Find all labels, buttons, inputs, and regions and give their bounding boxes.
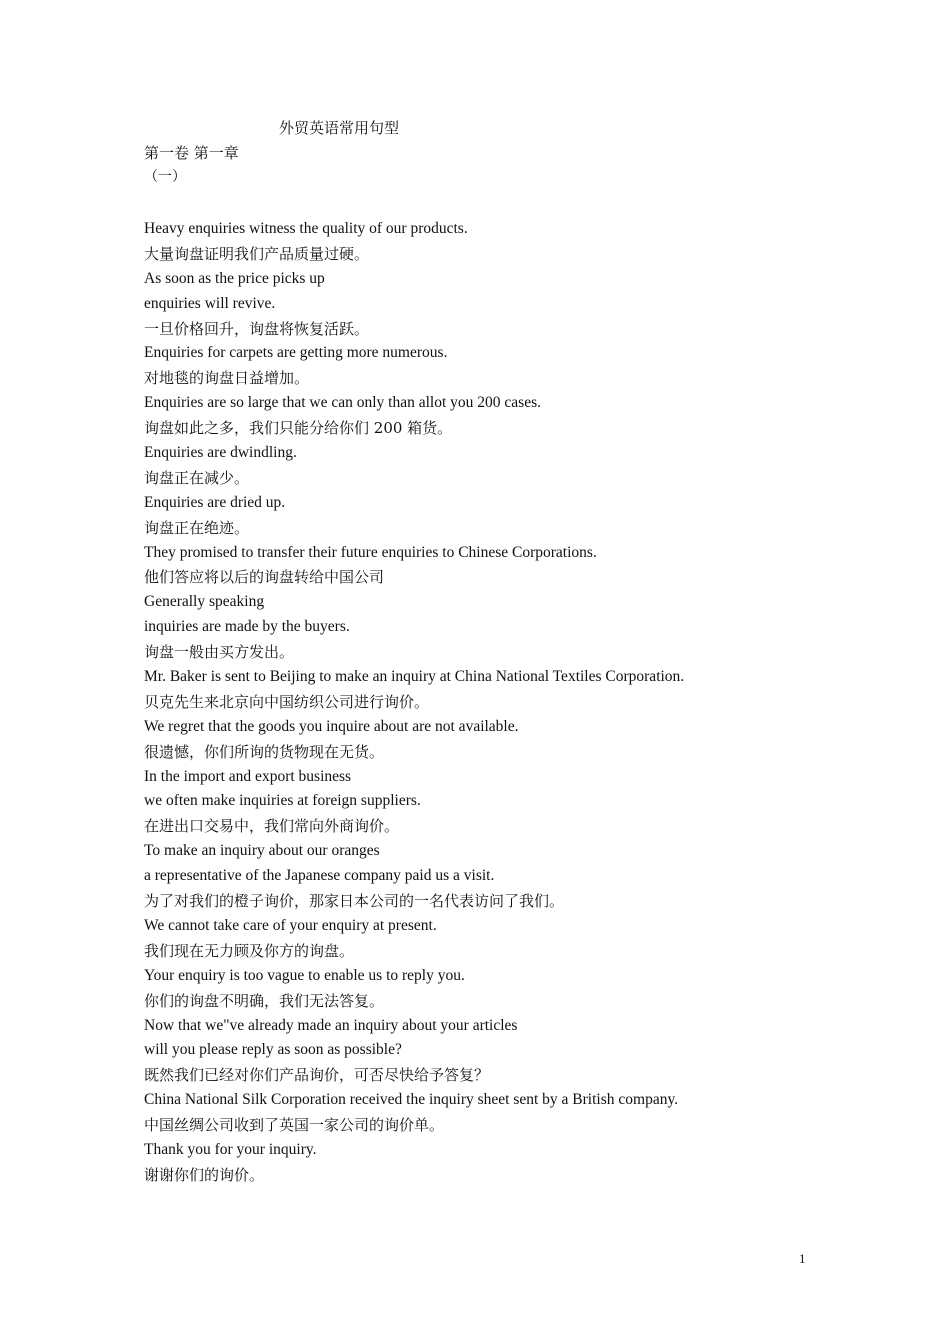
chinese-translation-line: 大量询盘证明我们产品质量过硬。 xyxy=(144,244,370,263)
english-sentence-line: will you please reply as soon as possible? xyxy=(144,1041,402,1059)
page-number: 1 xyxy=(799,1251,806,1266)
english-sentence-line: we often make inquiries at foreign suppliers. xyxy=(144,792,421,810)
english-sentence-line: inquiries are made by the buyers. xyxy=(144,618,350,636)
chinese-translation-line: 既然我们已经对你们产品询价，可否尽快给予答复？ xyxy=(144,1066,490,1085)
english-sentence-line: We cannot take care of your enquiry at present. xyxy=(144,916,437,934)
chinese-translation-line: 为了对我们的橙子询价，那家日本公司的一名代表访问了我们。 xyxy=(144,892,565,911)
english-sentence-line: Your enquiry is too vague to enable us to reply you. xyxy=(144,966,465,984)
chinese-translation-line: 询盘正在减少。 xyxy=(144,468,250,487)
chapter-heading: 第一卷 第一章 xyxy=(144,144,239,162)
chinese-translation-line: 在进出口交易中，我们常向外商询价。 xyxy=(144,817,400,836)
chinese-translation-line: 我们现在无力顾及你方的询盘。 xyxy=(144,941,355,960)
sentence-list xyxy=(144,217,864,1188)
section-heading: （一） xyxy=(144,169,186,185)
chinese-translation-line: 中国丝绸公司收到了英国一家公司的询价单。 xyxy=(144,1116,445,1135)
english-sentence-line: Mr. Baker is sent to Beijing to make an inquiry at China National Textiles Corporation. xyxy=(144,668,685,686)
english-sentence-line: In the import and export business xyxy=(144,767,352,785)
chinese-translation-line: 谢谢你们的询价。 xyxy=(144,1165,265,1184)
chinese-translation-line: 贝克先生来北京向中国纺织公司进行询价。 xyxy=(144,692,430,711)
chinese-translation-line: 他们答应将以后的询盘转给中国公司 xyxy=(144,568,385,587)
chinese-translation-line: 询盘一般由买方发出。 xyxy=(144,643,295,662)
english-sentence-line: Enquiries are so large that we can only than allot you 200 cases. xyxy=(144,394,541,412)
chinese-translation-line: 询盘正在绝迹。 xyxy=(144,518,250,537)
chinese-translation-line: 对地毯的询盘日益增加。 xyxy=(144,369,310,388)
chinese-translation-line: 你们的询盘不明确，我们无法答复。 xyxy=(144,991,385,1010)
chinese-translation-line: 一旦价格回升，询盘将恢复活跃。 xyxy=(144,319,370,338)
english-sentence-line: As soon as the price picks up xyxy=(144,269,325,287)
english-sentence-line: Enquiries for carpets are getting more numerous. xyxy=(144,344,448,362)
english-sentence-line: We regret that the goods you inquire about are not available. xyxy=(144,717,519,735)
english-sentence-line: Enquiries are dwindling. xyxy=(144,444,297,462)
english-sentence-line: a representative of the Japanese company paid us a visit. xyxy=(144,867,495,885)
chinese-translation-line: 很遗憾，你们所询的货物现在无货。 xyxy=(144,742,385,761)
english-sentence-line: Heavy enquiries witness the quality of our products. xyxy=(144,220,468,237)
english-sentence-line: China National Silk Corporation received the inquiry sheet sent by a British company. xyxy=(144,1091,679,1109)
english-sentence-line: enquiries will revive. xyxy=(144,294,276,312)
chinese-translation-line: 询盘如此之多，我们只能分给你们 200 箱货。 xyxy=(144,419,453,438)
english-sentence-line: Thank you for your inquiry. xyxy=(144,1140,317,1158)
english-sentence-line: Now that we"ve already made an inquiry about your articles xyxy=(144,1016,518,1034)
english-sentence-line: Enquiries are dried up. xyxy=(144,493,286,511)
english-sentence-line: They promised to transfer their future enquiries to Chinese Corporations. xyxy=(144,543,597,561)
english-sentence-line: To make an inquiry about our oranges xyxy=(144,842,380,860)
english-sentence-line: Generally speaking xyxy=(144,593,265,611)
document-title: 外贸英语常用句型 xyxy=(279,119,400,137)
